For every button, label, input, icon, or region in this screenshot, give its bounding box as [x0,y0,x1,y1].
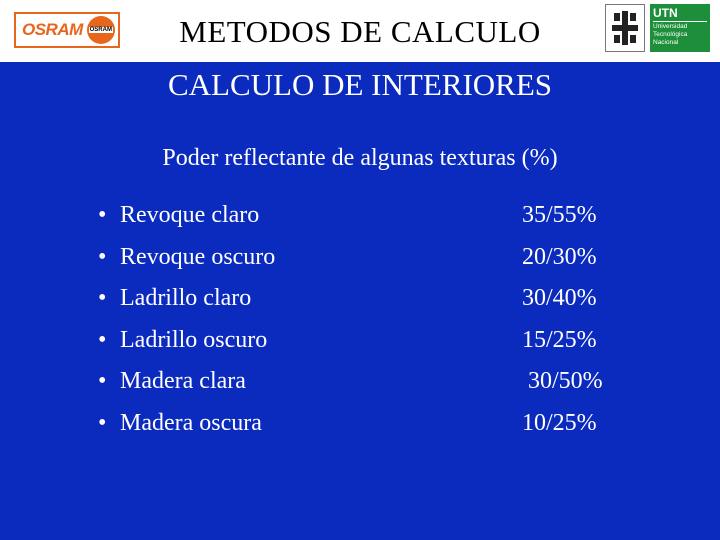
page-title: METODOS DE CALCULO [179,14,541,49]
reflectance-value: 15/25% [522,326,597,353]
list-item [0,202,720,244]
reflectance-value: 35/55% [522,202,597,228]
utn-logo [605,4,713,52]
bullet: • [98,285,107,311]
osram-bulb-text: OSRAM [89,27,112,33]
header [0,0,720,62]
reflectance-value: 10/25% [522,409,597,436]
texture-label: Madera clara [120,368,246,394]
bullet: • [98,326,107,353]
texture-label: Madera oscura [120,409,262,436]
bullet: • [98,243,107,270]
utn-divider [653,21,707,22]
reflectance-value: 30/40% [522,285,597,311]
table-caption: Poder reflectante de algunas texturas (%) [162,145,558,171]
list-item [0,368,720,410]
list-item [0,410,720,452]
utn-full-name: Universidad Tecnológica Nacional [653,23,688,46]
list-item [0,244,720,286]
utn-emblem-icon [605,4,645,52]
osram-logo-text: OSRAM [22,20,83,39]
texture-label: Revoque oscuro [120,243,276,270]
bullet: • [98,368,107,394]
list-item [0,285,720,327]
texture-label: Ladrillo oscuro [120,326,268,353]
texture-label: Ladrillo claro [120,285,252,311]
slide-body [0,62,720,540]
utn-name-box [650,4,710,52]
bullet: • [98,409,107,436]
list-item [0,327,720,369]
texture-label: Revoque claro [120,202,260,228]
texture-list [0,202,720,451]
reflectance-value: 20/30% [522,243,597,270]
reflectance-value: 30/50% [528,368,603,394]
slide-subtitle: CALCULO DE INTERIORES [167,67,553,102]
utn-abbr: UTN [653,6,678,20]
bullet: • [98,202,107,228]
